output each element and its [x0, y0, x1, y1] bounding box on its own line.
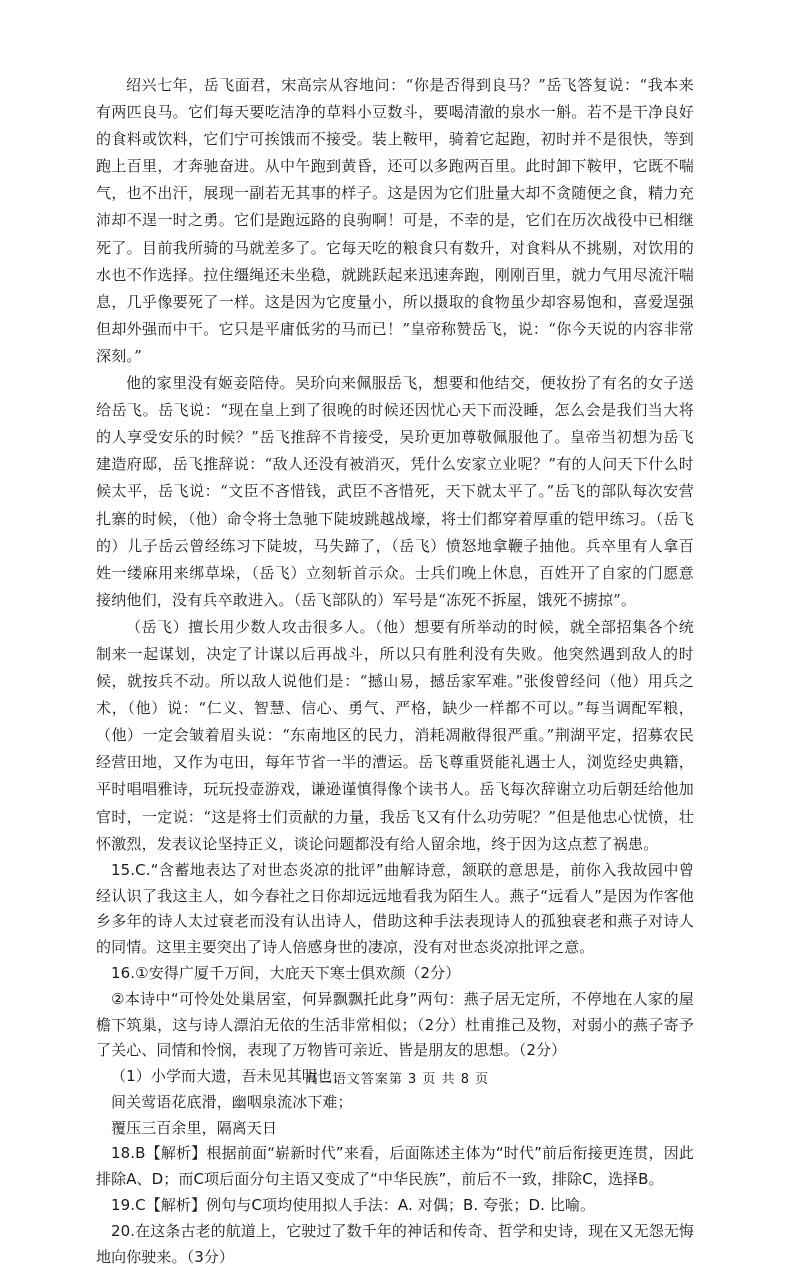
- translation-paragraph-2: 他的家里没有姬妾陪侍。吴玠向来佩服岳飞，想要和他结交，便妆扮了有名的女子送给岳飞。岳飞说：“现在皇上到了很晚的时候还因忧心天下而没睡，怎么会是我们当大将的人享受安乐的时候？”岳飞推辞不肯接受，吴玠更加尊敬佩服他了。皇帝当初想为岳飞建造府邸，岳飞推辞说：“敌人还没有被消灭，凭什么安家立业呢？”有的人问天下什么时候太平，岳飞说：“文臣不吝惜钱，武臣不吝惜死，天下就太平了。”岳飞的部队每次安营扎寨的时候，（他）命令将士急驰下陡坡跳越战壕，将士们都穿着厚重的铠甲练习。（岳飞的）儿子岳云曾经练习下陡坡，马失蹄了，（岳飞）愤怒地拿鞭子抽他。兵卒里有人拿百姓一缕麻用来绑草垛，（岳飞）立刻斩首示众。士兵们晚上休息，百姓开了自家的门愿意接纳他们，没有兵卒敢进入。（岳飞部队的）军号是“冻死不拆屋，饿死不掳掠”。: [96, 374, 694, 609]
- answer-17-2: 间关莺语花底滑，幽咽泉流冰下难；: [111, 1092, 353, 1111]
- answers-section: [96, 858, 694, 1270]
- answer-20: 20.在这条古老的航道上，它驶过了数千年的神话和传奇、哲学和史诗，现在又无怨无悔地向你驶来。（3分）: [96, 1221, 694, 1266]
- answer-17-3: 覆压三百余里，隔离天日: [111, 1118, 278, 1137]
- translation-paragraph-1: 绍兴七年，岳飞面君，宋高宗从容地问：“你是否得到良马？”岳飞答复说：“我本来有两匹良马。它们每天要吃洁净的草料小豆数斗，要喝清澈的泉水一斛。若不是干净良好的食料或饮料，它们宁可挨饿而不接受。装上鞍甲，骑着它起跑，初时并不是很快，等到跑上百里，才奔驰奋进。从中午跑到黄昏，还可以多跑两百里。此时卸下鞍甲，它既不喘气，也不出汗，展现一副若无其事的样子。这是因为它们肚量大却不贪随便之食，精力充沛却不逞一时之勇。它们是跑远路的良驹啊！可是，不幸的是，它们在历次战役中已相继死了。目前我所骑的马就差多了。它每天吃的粮食只有数升，对食料从不挑剔，对饮用的水也不作选择。拉住缰绳还未坐稳，就跳跃起来迅速奔跑，刚刚百里，就力气用尽流汗喘息，几乎像要死了一样。这是因为它度量小，所以摄取的食物虽少却容易饱和，喜爱逞强但却外强而中干。它只是平庸低劣的马而已！”皇帝称赞岳飞，说：“你今天说的内容非常深刻。”: [96, 76, 694, 365]
- page-footer: 高三语文答案第 3 页 共 8 页: [304, 1072, 490, 1087]
- answer-16-1: 16.①安得广厦千万间，大庇天下寒士俱欢颜（2分）: [111, 963, 461, 982]
- answer-18: 18.B【解析】根据前面“崭新时代”来看，后面陈述主体为“时代”前后衔接更连贯，因此排除A、D；而C项后面分句主语又变成了“中华民族”，前后不一致，排除C，选择B。: [96, 1144, 694, 1189]
- answer-17-1: （1）小学而大遗，吾未见其明也；: [111, 1067, 348, 1086]
- answer-15: 15.C.“含蓄地表达了对世态炎凉的批评”曲解诗意，颔联的意思是，前你入我故园中曾经认识了我这主人，如今春社之日你却远远地看我为陌生人。燕子“远看人”是因为作客他乡多年的诗人太过衰老而没有认出诗人，借助这种手法表现诗人的孤独衰老和燕子对诗人的同情。这里主要突出了诗人倍感身世的凄凉，没有对世态炎凉批评之意。: [96, 860, 694, 957]
- answer-16-2: ②本诗中“可怜处处巢居室，何异飘飘托此身”两句：燕子居无定所，不停地在人家的屋檐下筑巢，这与诗人漂泊无依的生活非常相似；（2分）杜甫推己及物，对弱小的燕子寄予了关心、同情和怜悯，表现了万物皆可亲近、皆是朋友的思想。（2分）: [96, 989, 694, 1060]
- answer-sheet-page: [96, 72, 694, 1270]
- answer-19: 19.C【解析】例句与C项均使用拟人手法：A. 对偶；B. 夸张；D. 比喻。: [111, 1196, 596, 1215]
- translation-paragraph-3: （岳飞）擅长用少数人攻击很多人。（他）想要有所举动的时候，就全部招集各个统制来一起谋划，决定了计谋以后再战斗，所以只有胜利没有失败。他突然遇到敌人的时候，就按兵不动。所以敌人说他们是：“撼山易，撼岳家军难。”张俊曾经问（他）用兵之术，（他）说：“仁义、智慧、信心、勇气、严格，缺少一样都不可以。”每当调配军粮，（他）一定会皱着眉头说：“东南地区的民力，消耗凋敝得很严重。”荆湖平定，招募农民经营田地，又作为屯田，每年节省一半的漕运。岳飞尊重贤能礼遇士人，浏览经史典籍，平时唱唱雅诗，玩玩投壶游戏，谦逊谨慎得像个读书人。岳飞每次辞谢立功后朝廷给他加官时，一定说：“这是将士们贡献的力量，我岳飞又有什么功劳呢？”但是他忠心忧愤，壮怀激烈，发表议论坚持正义，谈论问题都没有给人留余地，终于因为这点惹了祸患。: [96, 617, 694, 853]
